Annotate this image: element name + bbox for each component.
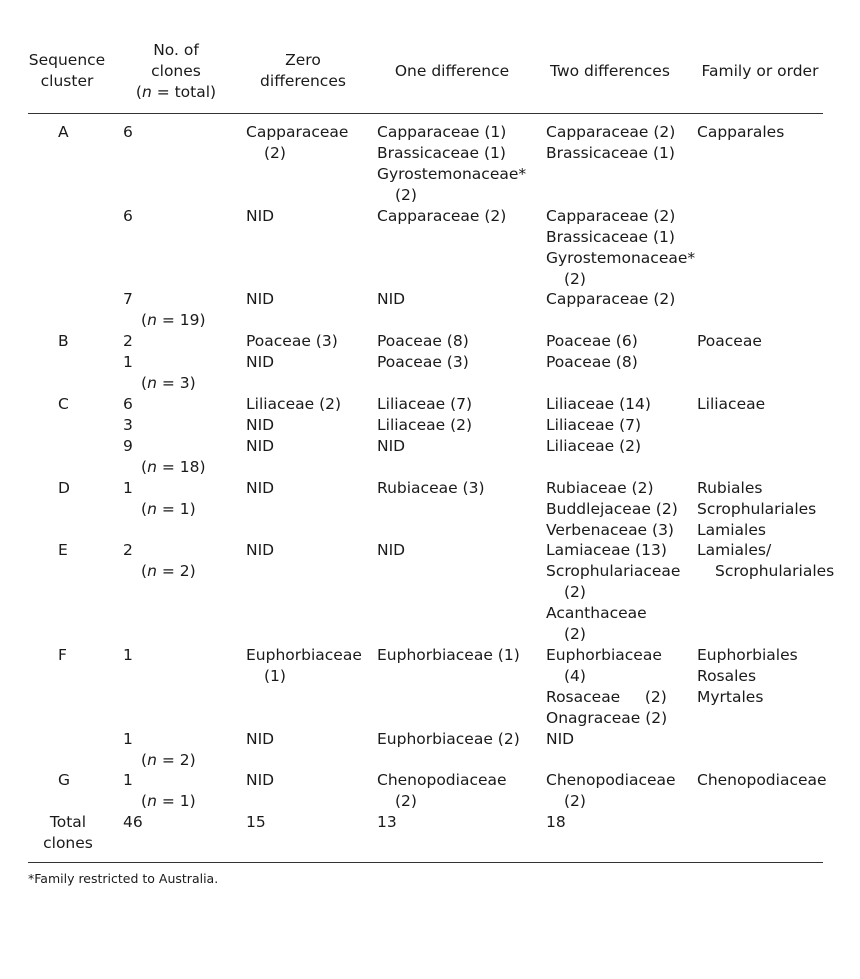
cell-clones: 1 (n = 3) [123,353,196,392]
cell-line: Onagraceae (2) [546,709,668,727]
cell-line: Capparaceae (1) [377,123,507,141]
cell-line: Myrtales [697,688,764,706]
cell-clones: 6 [123,395,133,413]
cell-clones: 9 (n = 18) [123,437,206,476]
cell-line: NID [377,290,406,308]
cell-line: Liliaceae (2) [246,395,342,413]
cell-cluster: G [58,771,71,789]
cell-line: Euphorbiaceae (2) [377,730,520,748]
cell-two [546,436,641,457]
table-top-rule [28,113,823,114]
cell-line: Brassicaceae (1) [546,228,675,246]
totals-label: Total clones [43,813,93,852]
cell-zero [246,206,274,227]
cell-one [377,645,520,666]
cell-zero [246,540,274,561]
cell-family [697,122,784,143]
cell-zero [246,415,274,436]
cell-line: Scrophulariaceae [546,562,681,580]
cell-line: Liliaceae (14) [546,395,651,413]
cell-one [377,770,507,812]
cell-two [546,770,676,812]
cell-zero [246,122,348,164]
cell-line: NID [377,437,406,455]
cell-line: Chenopodiaceae [377,771,507,789]
totals-one: 13 [377,813,397,831]
cell-two [546,394,651,415]
cell-line: Liliaceae (2) [377,416,473,434]
cell-line: Gyrostemonaceae* [377,165,527,183]
cell-line: Chenopodiaceae [546,771,676,789]
cell-line: Lamiales [697,521,766,539]
cell-cluster: A [58,123,69,141]
cell-line: Poaceae (3) [377,353,469,371]
header-text: cluster [40,72,94,90]
cell-one [377,122,526,206]
cell-family [697,540,834,582]
cell-cluster: F [58,646,67,664]
cell-line: Capparaceae [246,123,349,141]
cell-line: Lamiaceae (13) [546,541,667,559]
cell-line: Euphorbiales [697,646,798,664]
header-family-order: Family or order [701,62,819,80]
cell-clones: 1 (n = 1) [123,771,196,810]
cell-line: (2) [395,186,417,204]
cell-line: Euphorbiaceae (1) [377,646,520,664]
cell-line: (2) [395,792,417,810]
cell-one [377,289,405,310]
cell-cluster: D [58,479,70,497]
cell-one [377,540,405,561]
cell-line: Rubiaceae (3) [377,479,485,497]
cell-line: (2) [564,625,586,643]
cell-line: Scrophulariales [715,562,835,580]
totals-two: 18 [546,813,566,831]
cell-zero [246,436,274,457]
cell-clones: 2 (n = 2) [123,541,196,580]
cell-clones: 1 (n = 1) [123,479,196,518]
cell-line: NID [546,730,575,748]
cell-family [697,645,798,708]
cell-cluster: C [58,395,69,413]
cell-line: (2) [564,583,586,601]
cell-two [546,478,678,541]
cell-line: Euphorbiaceae [246,646,362,664]
cell-two [546,122,675,164]
cell-family [697,478,816,541]
cell-two [546,729,574,750]
cell-family [697,770,827,791]
cell-line: NID [377,541,406,559]
cell-line: Brassicaceae (1) [546,144,675,162]
cell-cluster-total: (n = 2) [141,562,196,580]
cell-line: Liliaceae [697,395,766,413]
cell-zero [246,331,338,352]
cell-line: Brassicaceae (1) [377,144,506,162]
cell-line: NID [246,353,275,371]
cell-line: NID [246,437,275,455]
cell-line: Poaceae (8) [546,353,638,371]
cell-line: NID [246,207,275,225]
totals-zero: 15 [246,813,266,831]
cell-clones: 6 [123,123,133,141]
cell-line: Capparaceae (2) [546,123,676,141]
cell-line: (2) [564,270,586,288]
cell-one [377,206,506,227]
cell-cluster-total: (n = 19) [141,311,206,329]
header-text: clones [151,62,201,80]
header-text: Zero [285,51,321,69]
cell-line: Buddlejaceae (2) [546,500,678,518]
cell-cluster: B [58,332,69,350]
cell-cluster-total: (n = 3) [141,374,196,392]
table-bottom-rule [28,862,823,863]
cell-one [377,352,469,373]
cell-line: Liliaceae (7) [377,395,473,413]
cell-line: Rosaceae (2) [546,688,667,706]
cell-clones: 7 (n = 19) [123,290,206,329]
cell-zero [246,729,274,750]
cell-line: Rosales [697,667,757,685]
cell-clones: 2 [123,332,133,350]
cell-line: Poaceae (3) [246,332,338,350]
cell-line: Scrophulariales [697,500,817,518]
cell-two [546,206,695,290]
cell-line: (2) [564,792,586,810]
header-text: Sequence [28,51,106,69]
footnote: *Family restricted to Australia. [28,871,219,886]
cell-line: Acanthaceae [546,604,647,622]
header-text: No. of [153,41,199,59]
cell-line: Rubiales [697,479,763,497]
cell-line: Capparales [697,123,785,141]
cell-clones: 1 [123,646,133,664]
cell-clones: 1 (n = 2) [123,730,196,769]
cell-cluster: E [58,541,68,559]
cell-two [546,352,638,373]
cell-zero [246,394,341,415]
cell-cluster-total: (n = 1) [141,500,196,518]
cell-line: Capparaceae (2) [546,207,676,225]
header-sequence-cluster [28,50,106,92]
cell-line: Verbenaceae (3) [546,521,674,539]
cell-line: Poaceae [697,332,762,350]
cell-line: NID [246,771,275,789]
cell-one [377,478,485,499]
cell-line: (4) [564,667,586,685]
cell-one [377,331,469,352]
cell-two [546,289,675,310]
cell-line: NID [246,541,275,559]
cell-clones: 6 [123,207,133,225]
cell-line: Rubiaceae (2) [546,479,654,497]
cell-cluster-total: (n = 2) [141,751,196,769]
cell-two [546,331,638,352]
cell-zero [246,770,274,791]
cell-line: NID [246,730,275,748]
cell-family [697,394,765,415]
cell-line: Poaceae (6) [546,332,638,350]
cell-line: Liliaceae (2) [546,437,642,455]
cell-line: Gyrostemonaceae* [546,249,696,267]
cell-zero [246,645,362,687]
cell-line: (1) [264,667,286,685]
header-two-differences: Two differences [550,62,670,80]
cell-line: NID [246,290,275,308]
header-one-difference: One difference [394,62,510,80]
cell-family [697,331,762,352]
cell-zero [246,289,274,310]
cell-one [377,729,520,750]
cell-cluster-total: (n = 18) [141,458,206,476]
cell-line: Lamiales/ [697,541,772,559]
cell-one [377,415,472,436]
cell-clones: 3 [123,416,133,434]
cell-one [377,394,472,415]
cell-line: NID [246,416,275,434]
cell-line: Capparaceae (2) [377,207,507,225]
header-zero-differences [248,50,358,92]
cell-two [546,415,641,436]
cell-line: Poaceae (8) [377,332,469,350]
totals-clones: 46 [123,813,143,831]
cell-cluster-total: (n = 1) [141,792,196,810]
cell-zero [246,478,274,499]
cell-zero [246,352,274,373]
cell-line: Euphorbiaceae [546,646,662,664]
header-text: differences [260,72,346,90]
cell-two [546,540,680,645]
header-clones [126,40,226,103]
cell-line: Capparaceae (2) [546,290,676,308]
cell-line: Liliaceae (7) [546,416,642,434]
cell-two [546,645,667,729]
cell-line: NID [246,479,275,497]
cell-line: (2) [264,144,286,162]
header-text: (n = total) [135,83,217,101]
cell-one [377,436,405,457]
cell-line: Chenopodiaceae [697,771,827,789]
